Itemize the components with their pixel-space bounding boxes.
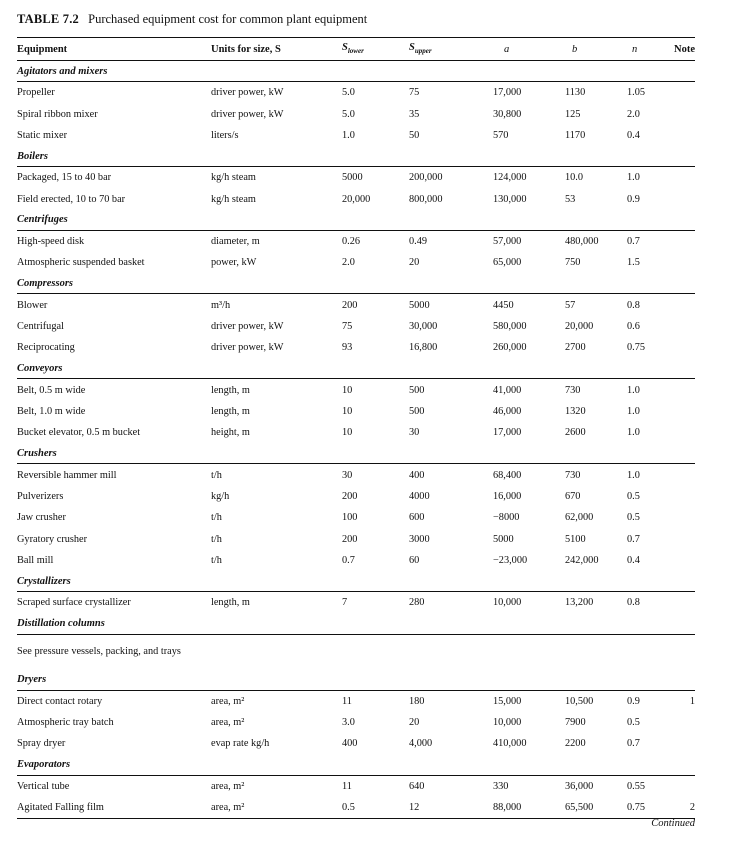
cell-note: 1 xyxy=(689,695,695,707)
cell-s-upper xyxy=(409,634,478,670)
cell-s-upper: 200,000 xyxy=(409,172,443,184)
table-row xyxy=(17,337,695,358)
cell-note xyxy=(667,103,695,124)
cell-n: 1.0 xyxy=(627,469,640,481)
category-row xyxy=(17,358,695,379)
cell-a: 88,000 xyxy=(478,797,552,819)
cell-n: 1.0 xyxy=(627,427,640,439)
cell-equipment: Reversible hammer mill xyxy=(17,469,117,481)
cell-units: kg/h steam xyxy=(211,172,256,184)
cell-b: 7900 xyxy=(565,717,586,729)
cell-s-lower: 200 xyxy=(342,490,358,502)
cell-n: 0.4 xyxy=(627,129,640,141)
cell-n: 1.0 xyxy=(627,384,640,396)
cell-units: t/h xyxy=(211,555,222,567)
category-row xyxy=(17,614,695,635)
cell-note xyxy=(667,712,695,733)
cell-equipment: Spray dryer xyxy=(17,738,66,750)
cell-note xyxy=(667,529,695,550)
cell-s-upper: 500 xyxy=(409,384,425,396)
cell-s-lower: 10 xyxy=(342,405,353,417)
table-body xyxy=(17,61,695,819)
cell-n: 0.5 xyxy=(627,490,640,502)
cell-units: power, kW xyxy=(211,257,257,269)
cell-n: 0.8 xyxy=(627,299,640,311)
cell-b: 1170 xyxy=(565,129,586,141)
cell-s-lower: 10 xyxy=(342,384,353,396)
cell-s-lower: 1.0 xyxy=(342,129,355,141)
cell-b: 480,000 xyxy=(565,235,599,247)
cell-note xyxy=(667,294,695,316)
cell-units: area, m² xyxy=(211,717,245,729)
cell-n xyxy=(620,634,667,670)
cell-units: m³/h xyxy=(211,299,231,311)
cell-a: 68,400 xyxy=(493,469,522,481)
table-row xyxy=(17,690,695,712)
cell-s-upper: 50 xyxy=(409,129,420,141)
cell-n: 0.75 xyxy=(627,342,646,354)
table-row xyxy=(17,797,695,819)
cell-s-lower: 5.0 xyxy=(342,108,355,120)
cell-s-lower: 200 xyxy=(342,299,358,311)
category-row xyxy=(17,146,695,167)
cell-note xyxy=(667,592,695,614)
table-row xyxy=(17,422,695,443)
cell-s-lower: 0.7 xyxy=(342,555,355,567)
cell-s-lower: 93 xyxy=(342,342,353,354)
cell-a: 330 xyxy=(493,780,509,792)
cell-a: 17,000 xyxy=(493,87,522,99)
category-label: Evaporators xyxy=(17,755,695,776)
cell-equipment: Gyratory crusher xyxy=(17,533,88,545)
table-row xyxy=(17,316,695,337)
cell-s-upper: 5000 xyxy=(409,299,430,311)
table-row xyxy=(17,507,695,528)
cell-a: 124,000 xyxy=(493,172,527,184)
cell-n: 1.0 xyxy=(627,405,640,417)
cell-b xyxy=(552,634,620,670)
cell-n: 0.75 xyxy=(620,797,667,819)
table-row xyxy=(17,379,695,401)
cell-a: 4450 xyxy=(493,299,514,311)
cell-note xyxy=(667,401,695,422)
cell-note xyxy=(667,464,695,486)
cell-b: 53 xyxy=(565,193,576,205)
cell-units: driver power, kW xyxy=(211,342,284,354)
cell-a: 46,000 xyxy=(493,405,522,417)
category-label: Crushers xyxy=(17,443,695,464)
header-n: n xyxy=(620,38,667,61)
cell-n: 0.5 xyxy=(627,717,640,729)
table-row xyxy=(17,103,695,124)
category-label: Centrifuges xyxy=(17,210,695,231)
cell-units: diameter, m xyxy=(211,235,260,247)
cell-b: 10,500 xyxy=(565,695,594,707)
cell-s-upper: 400 xyxy=(409,469,425,481)
cell-s-upper: 20 xyxy=(409,257,420,269)
cell-note xyxy=(667,230,695,252)
cell-a: 10,000 xyxy=(493,717,522,729)
category-label: Agitators and mixers xyxy=(17,61,695,82)
cell-note xyxy=(667,167,695,189)
header-equipment: Equipment xyxy=(17,38,211,61)
cell-b: 670 xyxy=(565,490,581,502)
cell-equipment: Belt, 0.5 m wide xyxy=(17,384,86,396)
cell-s-lower: 11 xyxy=(342,780,352,792)
cell-s-upper: 3000 xyxy=(409,533,430,545)
table-row xyxy=(17,775,695,797)
cell-s-upper: 500 xyxy=(409,405,425,417)
cell-s-upper: 280 xyxy=(409,597,425,609)
cell-a: 30,800 xyxy=(493,108,522,120)
cell-s-lower: 5.0 xyxy=(342,87,355,99)
cell-note xyxy=(667,422,695,443)
cell-a: 65,000 xyxy=(493,257,522,269)
category-label: Compressors xyxy=(17,273,695,294)
cell-s-lower: 10 xyxy=(342,427,353,439)
cell-b: 242,000 xyxy=(565,555,599,567)
header-a: a xyxy=(478,38,552,61)
cell-s-upper: 20 xyxy=(409,717,420,729)
cell-s-lower: 20,000 xyxy=(342,193,371,205)
cell-note: 2 xyxy=(667,797,695,819)
cell-units: area, m² xyxy=(211,780,245,792)
cell-equipment: Atmospheric suspended basket xyxy=(17,257,145,269)
cell-s-upper: 0.49 xyxy=(409,235,428,247)
cell-equipment: Propeller xyxy=(17,87,55,99)
cell-note xyxy=(667,316,695,337)
cell-n: 0.4 xyxy=(627,555,640,567)
table-row xyxy=(17,529,695,550)
header-note: Note xyxy=(667,38,695,61)
table-title: Purchased equipment cost for common plant equipment xyxy=(88,12,368,26)
cell-s-lower: 7 xyxy=(342,597,348,609)
cell-a: 17,000 xyxy=(493,427,522,439)
cell-b: 5100 xyxy=(565,533,586,545)
cell-s-upper: 60 xyxy=(409,555,420,567)
cell-a: −8000 xyxy=(493,512,520,524)
cell-s-lower: 2.0 xyxy=(342,257,355,269)
cell-n: 0.9 xyxy=(627,193,640,205)
category-label: Dryers xyxy=(17,670,695,691)
cell-equipment: Scraped surface crystallizer xyxy=(17,597,131,609)
cell-units: t/h xyxy=(211,512,222,524)
table-row xyxy=(17,550,695,571)
cell-a: 10,000 xyxy=(493,597,522,609)
cell-s-upper: 640 xyxy=(409,780,425,792)
cell-n: 0.5 xyxy=(627,512,640,524)
cell-s-upper: 30,000 xyxy=(409,320,438,332)
cell-b: 1130 xyxy=(565,87,586,99)
cell-units: height, m xyxy=(211,427,250,439)
cell-b: 65,500 xyxy=(552,797,620,819)
cell-note xyxy=(667,550,695,571)
category-label: Boilers xyxy=(17,146,695,167)
cell-s-upper: 12 xyxy=(409,797,478,819)
cell-units: t/h xyxy=(211,533,222,545)
category-label: Distillation columns xyxy=(17,614,695,635)
table-row xyxy=(17,294,695,316)
cell-note xyxy=(667,775,695,797)
cell-s-upper: 600 xyxy=(409,512,425,524)
table-row xyxy=(17,188,695,209)
cell-a: 580,000 xyxy=(493,320,527,332)
cell-units: driver power, kW xyxy=(211,108,284,120)
cell-equipment: Jaw crusher xyxy=(17,512,66,524)
cell-n: 0.55 xyxy=(627,780,646,792)
table-row xyxy=(17,125,695,146)
table-page xyxy=(17,8,695,819)
cell-a: 260,000 xyxy=(493,342,527,354)
cell-units: length, m xyxy=(211,597,250,609)
table-row xyxy=(17,592,695,614)
cell-equipment: Atmospheric tray batch xyxy=(17,717,114,729)
cell-note xyxy=(667,733,695,754)
cell-a: 410,000 xyxy=(493,738,527,750)
cell-equipment: High-speed disk xyxy=(17,235,85,247)
cell-b: 13,200 xyxy=(565,597,594,609)
header-s-lower: $S_{lower}$ xyxy=(342,38,409,61)
cell-units: length, m xyxy=(211,384,250,396)
cell-s-upper: 16,800 xyxy=(409,342,438,354)
table-row xyxy=(17,167,695,189)
cell-a xyxy=(478,634,552,670)
cell-equipment: Direct contact rotary xyxy=(17,695,103,707)
table-row xyxy=(17,401,695,422)
cell-s-lower xyxy=(342,634,409,670)
cell-units xyxy=(211,634,342,670)
header-b: b xyxy=(552,38,620,61)
cell-n: 1.0 xyxy=(627,172,640,184)
cell-b: 10.0 xyxy=(565,172,584,184)
cell-s-lower: 75 xyxy=(342,320,353,332)
cell-n: 0.7 xyxy=(627,533,640,545)
cell-n: 0.6 xyxy=(627,320,640,332)
table-row xyxy=(17,712,695,733)
cell-b: 125 xyxy=(565,108,581,120)
cell-note xyxy=(667,252,695,273)
cell-note xyxy=(667,125,695,146)
table-row xyxy=(17,486,695,507)
cell-units: kg/h xyxy=(211,490,230,502)
cell-a: 41,000 xyxy=(493,384,522,396)
category-row xyxy=(17,571,695,592)
cell-n: 0.7 xyxy=(627,235,640,247)
cell-equipment: Packaged, 15 to 40 bar xyxy=(17,172,112,184)
category-row xyxy=(17,755,695,776)
category-row xyxy=(17,210,695,231)
table-row xyxy=(17,82,695,104)
cell-b: 36,000 xyxy=(565,780,594,792)
cell-units: area, m² xyxy=(211,695,245,707)
cell-equipment: See pressure vessels, packing, and trays xyxy=(17,646,181,658)
cell-s-upper: 35 xyxy=(409,108,420,120)
cell-s-lower: 30 xyxy=(342,469,353,481)
category-label: Conveyors xyxy=(17,358,695,379)
table-row xyxy=(17,252,695,273)
cell-b: 750 xyxy=(565,257,581,269)
cell-s-lower: 3.0 xyxy=(342,717,355,729)
cell-equipment: Pulverizers xyxy=(17,490,64,502)
cell-equipment: Agitated Falling film xyxy=(17,797,211,819)
cell-b: 730 xyxy=(565,384,581,396)
cell-equipment: Ball mill xyxy=(17,555,54,567)
cell-units: evap rate kg/h xyxy=(211,738,270,750)
cell-note xyxy=(667,82,695,104)
cell-note xyxy=(667,337,695,358)
cell-equipment: Bucket elevator, 0.5 m bucket xyxy=(17,427,141,439)
table-row xyxy=(17,464,695,486)
table-row xyxy=(17,230,695,252)
cell-s-lower: 0.26 xyxy=(342,235,361,247)
cell-a: 130,000 xyxy=(493,193,527,205)
cell-note xyxy=(667,507,695,528)
cell-note xyxy=(667,634,695,670)
cell-units: driver power, kW xyxy=(211,320,284,332)
cell-n: 1.5 xyxy=(627,257,640,269)
table-caption xyxy=(17,8,695,30)
cell-a: 15,000 xyxy=(493,695,522,707)
cell-units: driver power, kW xyxy=(211,87,284,99)
cell-n: 2.0 xyxy=(627,108,640,120)
cell-b: 2700 xyxy=(565,342,586,354)
cell-b: 62,000 xyxy=(565,512,594,524)
category-row xyxy=(17,670,695,691)
cell-s-upper: 4000 xyxy=(409,490,430,502)
category-row xyxy=(17,443,695,464)
cell-a: 57,000 xyxy=(493,235,522,247)
table-row xyxy=(17,733,695,754)
cell-s-upper: 75 xyxy=(409,87,420,99)
cell-units: kg/h steam xyxy=(211,193,256,205)
cell-equipment: Vertical tube xyxy=(17,780,70,792)
cell-units: liters/s xyxy=(211,129,239,141)
cell-equipment: Belt, 1.0 m wide xyxy=(17,405,86,417)
cell-equipment: Spiral ribbon mixer xyxy=(17,108,98,120)
cell-s-upper: 180 xyxy=(409,695,425,707)
cell-s-lower: 11 xyxy=(342,695,352,707)
cell-a: 5000 xyxy=(493,533,514,545)
cell-n: 1.05 xyxy=(627,87,646,99)
cell-equipment: Static mixer xyxy=(17,129,68,141)
cell-b: 57 xyxy=(565,299,576,311)
cell-note xyxy=(667,486,695,507)
category-row xyxy=(17,273,695,294)
cell-n: 0.9 xyxy=(627,695,640,707)
cell-s-upper: 800,000 xyxy=(409,193,443,205)
cell-a: 16,000 xyxy=(493,490,522,502)
cell-b: 20,000 xyxy=(565,320,594,332)
equipment-cost-table xyxy=(17,37,695,819)
cell-b: 730 xyxy=(565,469,581,481)
table-row xyxy=(17,634,695,670)
cell-s-lower: 5000 xyxy=(342,172,363,184)
cell-equipment: Reciprocating xyxy=(17,342,75,354)
header-s-upper: $S_{upper}$ xyxy=(409,38,478,61)
cell-s-lower: 100 xyxy=(342,512,358,524)
cell-s-upper: 30 xyxy=(409,427,420,439)
cell-s-upper: 4,000 xyxy=(409,738,433,750)
cell-units: area, m² xyxy=(211,797,342,819)
cell-n: 0.8 xyxy=(627,597,640,609)
category-label: Crystallizers xyxy=(17,571,695,592)
cell-note xyxy=(667,188,695,209)
table-header xyxy=(17,38,695,61)
cell-b: 2600 xyxy=(565,427,586,439)
continued-label: Continued xyxy=(651,818,695,829)
cell-equipment: Blower xyxy=(17,299,48,311)
cell-units: t/h xyxy=(211,469,222,481)
cell-a: −23,000 xyxy=(493,555,528,567)
category-row xyxy=(17,61,695,82)
cell-units: length, m xyxy=(211,405,250,417)
table-number: TABLE 7.2 xyxy=(17,12,79,26)
cell-equipment: Centrifugal xyxy=(17,320,64,332)
cell-s-lower: 200 xyxy=(342,533,358,545)
header-units: Units for size, S xyxy=(211,38,342,61)
cell-s-lower: 400 xyxy=(342,738,358,750)
cell-a: 570 xyxy=(493,129,509,141)
cell-equipment: Field erected, 10 to 70 bar xyxy=(17,193,126,205)
cell-n: 0.7 xyxy=(627,738,640,750)
cell-b: 2200 xyxy=(565,738,586,750)
cell-note xyxy=(667,379,695,401)
cell-b: 1320 xyxy=(565,405,586,417)
cell-s-lower: 0.5 xyxy=(342,797,409,819)
